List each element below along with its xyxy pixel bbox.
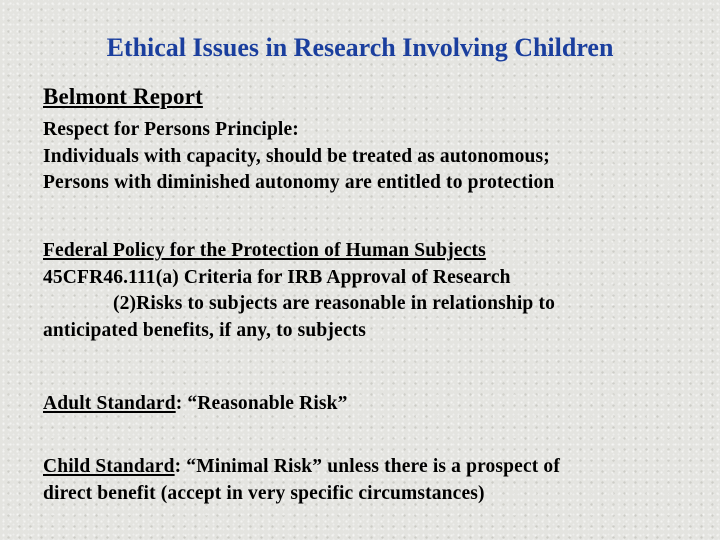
federal-policy-section (43, 238, 700, 344)
child-standard-line-2: direct benefit (accept in very specific circumstances) (43, 482, 485, 504)
belmont-report-text (43, 117, 700, 197)
belmont-report-heading: Belmont Report (43, 84, 203, 109)
belmont-line-2: Individuals with capacity, should be treated as autonomous; (43, 145, 550, 167)
child-standard-label: Child Standard (43, 456, 175, 477)
child-standard-text: : “Minimal Risk” unless there is a prospect of (174, 456, 560, 477)
federal-line-2: (2)Risks to subjects are reasonable in relationship to (113, 293, 555, 314)
federal-line-3: anticipated benefits, if any, to subjects (43, 319, 367, 341)
child-standard-line-1 (43, 454, 700, 481)
federal-line-1: 45CFR46.111(a) Criteria for IRB Approval of Research (43, 266, 511, 288)
adult-standard-text: : “Reasonable Risk” (175, 393, 348, 414)
adult-standard-line (43, 391, 700, 418)
child-standard-section (43, 454, 700, 507)
belmont-line-1: Respect for Persons Principle: (43, 119, 299, 140)
federal-policy-heading: Federal Policy for the Protection of Human Subjects (43, 240, 486, 261)
slide-title: Ethical Issues in Research Involving Children (106, 33, 614, 62)
adult-standard-label: Adult Standard (43, 393, 176, 414)
belmont-line-3: Persons with diminished autonomy are entitled to protection (43, 172, 555, 193)
